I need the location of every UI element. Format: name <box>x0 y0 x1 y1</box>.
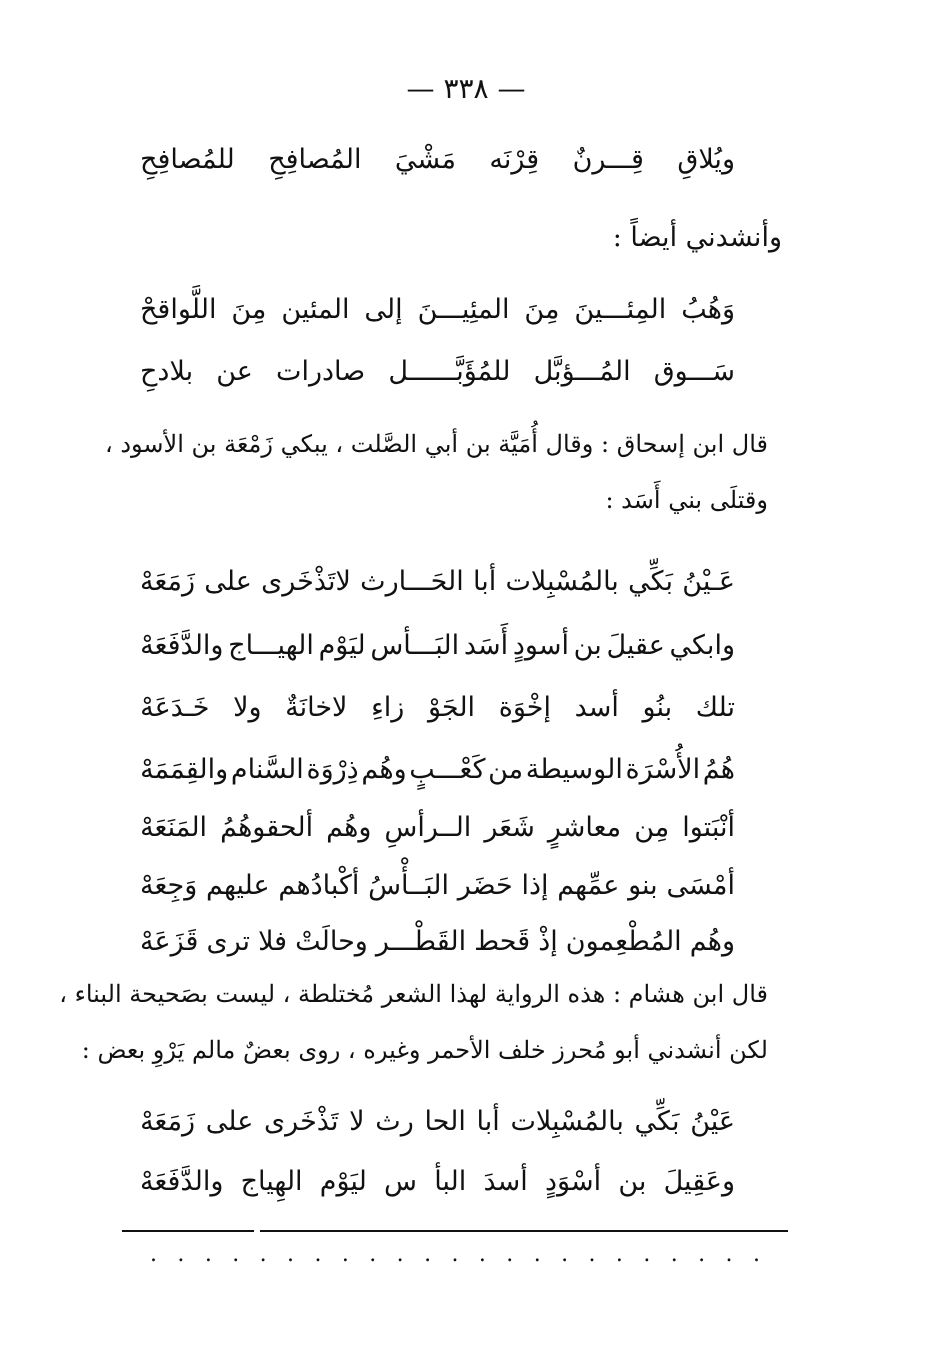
verse-word: اللَّواقحْ <box>140 294 217 325</box>
verse-word: ليَوْم <box>318 630 366 661</box>
verse-word: البَـــأس <box>370 630 460 661</box>
verse-word: وَجِعَهْ <box>140 870 198 901</box>
verse-word: على <box>204 566 252 597</box>
verse-word: مَشْيَ <box>394 144 456 175</box>
verse-word: لاخانَةٌ <box>285 692 348 723</box>
verse-word: الحَـــارث <box>360 566 464 597</box>
verse-word: المُطْعِمون <box>565 926 682 957</box>
verse-word: أَسَد <box>463 630 509 661</box>
verse-word: المَنَعَهْ <box>140 812 208 843</box>
verse-word: وعَقِيلَ <box>663 1166 735 1197</box>
verse-word: بلادحِ <box>140 356 194 387</box>
verse-word: المُصافِحِ <box>268 144 362 175</box>
verse-word: ألحقوهُمُ <box>220 812 314 843</box>
verse-word: عَـيْنُ <box>682 566 735 597</box>
verse-word: وابكي <box>669 630 735 661</box>
verse-word: المئِيـــنَ <box>417 294 510 325</box>
verse-line <box>140 352 735 392</box>
verse-word: والقِمَمَهْ <box>140 754 229 785</box>
footer-dot: . <box>341 1242 349 1267</box>
verse-word: حَضَر <box>457 870 513 901</box>
verse-line <box>140 1162 735 1202</box>
verse-word: إخْوَة <box>498 692 551 723</box>
verse-word: خَـدَعَهْ <box>140 692 210 723</box>
footer-rule-right <box>260 1230 788 1232</box>
verse-line <box>140 1102 735 1142</box>
verse-word: مِن <box>634 812 670 843</box>
verse-word: المئين <box>281 294 350 325</box>
verse-word: بَكِّي <box>634 1106 680 1137</box>
verse-line <box>140 808 735 848</box>
footer-dot: . <box>424 1242 432 1267</box>
verse-word: قَحط <box>474 926 531 957</box>
verse-word: بن <box>573 630 602 661</box>
verse-word: الوسيطة <box>525 754 623 785</box>
footer-dot: . <box>478 1242 486 1267</box>
verse-word: سَـــوق <box>653 356 735 387</box>
verse-line <box>140 750 735 790</box>
footer-dot: . <box>369 1242 377 1267</box>
verse-word: عقيلَ <box>606 630 665 661</box>
verse-word: وَهُبُ <box>681 294 735 325</box>
footer-dot: . <box>232 1242 240 1267</box>
verse-word: بَكِّي <box>628 566 674 597</box>
verse-word: تَذْخَرى <box>264 1106 339 1137</box>
verse-word: أبا <box>476 1106 500 1137</box>
verse-word: والدَّفَعَهْ <box>140 1166 224 1197</box>
footer-dot: . <box>561 1242 569 1267</box>
verse-word: صادرات <box>276 356 366 387</box>
footer-dot: . <box>314 1242 322 1267</box>
verse-word: بنو <box>628 870 658 901</box>
verse-word: كَعْـــبٍ <box>409 754 486 785</box>
verse-word: من <box>488 754 524 785</box>
verse-word: بنُو <box>642 692 673 723</box>
verse-word: زاءِ <box>371 692 405 723</box>
verse-line <box>140 866 735 906</box>
verse-line <box>140 140 735 180</box>
footer-dot: . <box>204 1242 212 1267</box>
intro-line: وأنشدني أيضاً : <box>612 222 782 253</box>
footer-dot: . <box>287 1242 295 1267</box>
verse-word: على <box>205 1106 254 1137</box>
footer-dot: . <box>725 1242 733 1267</box>
prose-line: قال ابن إسحاق : وقال أُمَيَّة بن أبي الصَّلت ، يبكي زَمْعَة بن الأسود ، <box>104 430 768 458</box>
verse-word: مِنَ <box>524 294 560 325</box>
footer-dot: . <box>451 1242 459 1267</box>
footer-dot: . <box>177 1242 185 1267</box>
verse-word: الــرأسِ <box>384 812 472 843</box>
verse-word: وهُم <box>361 754 407 785</box>
verse-word: للمُصافِحِ <box>140 144 235 175</box>
verse-word: ترى <box>206 926 250 957</box>
prose-line: قال ابن هشام : هذه الرواية لهذا الشعر مُختلطة ، ليست بصَحيحة البناء ، <box>59 980 768 1008</box>
footer-dots <box>150 1242 760 1267</box>
verse-word: لا <box>349 1106 365 1137</box>
verse-word: أبا <box>472 566 497 597</box>
verse-word: للمُؤَبَّــــــل <box>388 356 511 387</box>
verse-word: أسودٍ <box>512 630 569 661</box>
footer-dot: . <box>533 1242 541 1267</box>
verse-word: لاتَذْخَرى <box>261 566 351 597</box>
verse-word: وهُم <box>689 926 735 957</box>
verse-word: المِئـــينَ <box>574 294 667 325</box>
verse-word: أسْوَدٍ <box>545 1166 602 1197</box>
footer-dot: . <box>670 1242 678 1267</box>
verse-word: س <box>384 1166 417 1197</box>
verse-word: أسدَ <box>483 1166 528 1197</box>
verse-word: ذِرْوَة <box>306 754 359 785</box>
verse-word: ويُلاقِ <box>677 144 735 175</box>
verse-word: عَيْنُ <box>690 1106 735 1137</box>
verse-word: الهِياج <box>240 1166 303 1197</box>
verse-word: قِـــرنٌ <box>572 144 644 175</box>
verse-word: أكْبادُهم <box>278 870 360 901</box>
verse-word: المُـــؤبَّل <box>533 356 631 387</box>
verse-word: ليَوْم <box>319 1166 367 1197</box>
verse-word: الحا <box>424 1106 466 1137</box>
prose-line: وقتلَى بني أَسَد : <box>605 486 768 514</box>
footer-dot: . <box>615 1242 623 1267</box>
verse-line <box>140 688 735 728</box>
verse-word: زَمَعَهْ <box>140 566 196 597</box>
footer-dot: . <box>588 1242 596 1267</box>
verse-word: الجَوْ <box>427 692 476 723</box>
verse-word: الأُسْرَة <box>625 754 701 785</box>
verse-word: والدَّفَعَهْ <box>140 630 224 661</box>
verse-word: البَــأْسُ <box>368 870 449 901</box>
verse-word: أسد <box>574 692 619 723</box>
footer-dot: . <box>396 1242 404 1267</box>
verse-word: السَّنام <box>230 754 304 785</box>
verse-line <box>140 290 735 330</box>
prose-line: لكن أنشدني أبو مُحرز خلف الأحمر وغيره ، روى بعضٌ مالم يَرْوِ بعض : <box>81 1036 768 1064</box>
verse-word: وهُم <box>326 812 372 843</box>
verse-word: البأ <box>434 1166 467 1197</box>
verse-line <box>140 922 735 962</box>
verse-word: بالمُسْبِلات <box>510 1106 624 1137</box>
verse-word: شَعَر <box>484 812 535 843</box>
verse-word: معاشرٍ <box>547 812 622 843</box>
verse-line <box>140 562 735 602</box>
verse-word: إلى <box>364 294 403 325</box>
page-number: — ٣٣٨ — <box>406 72 526 105</box>
verse-word: وحالَتْ <box>295 926 368 957</box>
verse-word: بن <box>618 1166 647 1197</box>
footer-dot: . <box>259 1242 267 1267</box>
footer-dot: . <box>752 1242 760 1267</box>
verse-word: هُمُ <box>702 754 735 785</box>
verse-word: قِرْنَه <box>489 144 540 175</box>
footer-dot: . <box>506 1242 514 1267</box>
verse-word: قَزَعَهْ <box>140 926 199 957</box>
verse-word: بالمُسْبِلات <box>505 566 619 597</box>
verse-word: عليهم <box>206 870 270 901</box>
verse-word: مِنَ <box>231 294 267 325</box>
verse-word: فلا <box>258 926 288 957</box>
verse-word: زَمَعَهْ <box>140 1106 196 1137</box>
footer-rule-left <box>122 1230 254 1232</box>
verse-word: ولا <box>233 692 262 723</box>
verse-word: أمْسَى <box>666 870 735 901</box>
verse-word: الهيـــاج <box>228 630 314 661</box>
verse-word: إذْ <box>538 926 558 957</box>
verse-word: رث <box>375 1106 414 1137</box>
verse-word: عن <box>216 356 253 387</box>
verse-word: أنْبَتوا <box>682 812 735 843</box>
verse-word: تلك <box>695 692 735 723</box>
verse-line <box>140 626 735 666</box>
verse-word: عمِّهم <box>557 870 620 901</box>
verse-word: القَطْـــر <box>375 926 467 957</box>
verse-word: إذا <box>521 870 549 901</box>
footer-dot: . <box>150 1242 157 1267</box>
footer-dot: . <box>698 1242 706 1267</box>
footer-dot: . <box>643 1242 651 1267</box>
